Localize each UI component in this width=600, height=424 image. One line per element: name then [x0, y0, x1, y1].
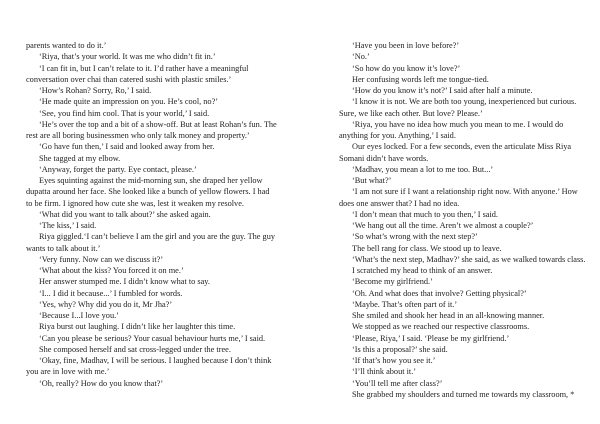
paragraph: ‘Yes, why? Why did you do it, Mr Jha?’ [39, 299, 173, 309]
paragraph: ‘Riya, you have no idea how much you mean to me. I would do anything for you. Anything,’ I said. [339, 119, 564, 140]
paragraph: ‘I know it is not. We are both too young, inexperienced but curious. Sure, we like each other. But love? Please.’ [339, 97, 577, 118]
paragraph: Our eyes locked. For a few seconds, even the articulate Miss Riya Somani didn’t have words. [339, 142, 572, 163]
paragraph: ‘What about the kiss? You forced it on me.’ [39, 266, 184, 275]
paragraph: ‘Become my girlfriend.’ [352, 277, 433, 287]
paragraph: I scratched my head to think of an answer. [352, 266, 493, 275]
paragraph: She tagged at my elbow. [39, 153, 121, 163]
paragraph: ‘How do you know it’s not?’ I said after half a minute. [352, 86, 533, 95]
paragraph: ‘I can fit in, but I can’t relate to it. I’d rather have a meaningful conversation over chai than catered sushi with plastic smiles.’ [26, 63, 249, 84]
paragraph: Eyes squinting against the mid-morning sun, she draped her yellow dupatta around her face. She looked like a bunch of yellow flowers. I had to be firm. I ignored how cute she was, lest it weaken my resolve. [26, 176, 270, 208]
paragraph: ‘Okay, fine, Madhav, I will be serious. I laughed because I don’t think you are in love with me.’ [26, 356, 272, 377]
paragraph: Her confusing words left me tongue-tied. [352, 74, 489, 84]
paragraph: ‘So how do you know it’s love?’ [352, 63, 461, 73]
paragraph: ‘I’ll think about it.’ [352, 367, 417, 377]
paragraph: ‘I am not sure if I want a relationship right now. With anyone.’ How does one answer that? I had no idea. [339, 187, 578, 208]
paragraph: ‘We hang out all the time. Aren’t we almost a couple?’ [352, 221, 534, 230]
paragraph: ‘Madhav, you mean a lot to me too. But...’ [352, 164, 494, 174]
paragraph: ‘Is this a proposal?’ she said. [352, 344, 448, 354]
paragraph: ‘What did you want to talk about?’ she asked again. [39, 209, 211, 219]
paragraph: ‘He’s over the top and a bit of a show-off. But at least Rohan’s fun. The rest are all boring businessmen who only talk money and property.’ [26, 119, 277, 140]
paragraph: parents wanted to do it.’ [26, 41, 107, 50]
paragraph: ‘Very funny. Now can we discuss it?’ [39, 254, 164, 264]
paragraph: ‘If that’s how you see it.’ [352, 356, 436, 365]
paragraph: The bell rang for class. We stood up to leave. [352, 243, 502, 253]
paragraph: ‘I don’t mean that much to you then,’ I said. [352, 209, 499, 219]
paragraph: ‘Have you been in love before?’ [352, 41, 460, 50]
paragraph: ‘Go have fun then,’ I said and looked away from her. [39, 142, 215, 152]
right-page [339, 40, 591, 400]
paragraph: She smiled and shook her head in an all-knowing manner. [352, 311, 545, 320]
paragraph: ‘What’s the next step, Madhav?’ she said, as we walked towards class. [352, 254, 586, 264]
paragraph: ‘He made quite an impression on you. He’s cool, no?’ [39, 97, 219, 107]
paragraph: Her answer stumped me. I didn’t know what to say. [39, 277, 210, 287]
paragraph: ‘So what’s wrong with the next step?’ [352, 232, 478, 242]
paragraph: ‘No.’ [352, 52, 370, 62]
paragraph: ‘Please, Riya,’ I said. ‘Please be my girlfriend.’ [352, 333, 510, 343]
paragraph: ‘Anyway, forget the party. Eye contact, please.’ [39, 164, 197, 174]
paragraph: ‘Oh, really? How do you know that?’ [39, 378, 164, 388]
paragraph: ‘See, you find him cool. That is your world,’ I said. [39, 108, 210, 118]
paragraph: ‘I... I did it because...’ I fumbled for words. [39, 288, 183, 298]
paragraph: ‘Oh. And what does that involve? Getting physical?’ [352, 288, 527, 298]
paragraph: ‘Riya, that’s your world. It was me who didn’t fit in.’ [39, 52, 216, 62]
paragraph: ‘Because I...I love you.’ [39, 311, 119, 320]
paragraph: ‘The kiss,’ I said. [39, 221, 97, 230]
paragraph: Riya giggled.‘I can’t believe I am the girl and you are the guy. The guy wants to talk about it.’ [26, 232, 276, 253]
paragraph: ‘You’ll tell me after class?’ [352, 378, 443, 388]
paragraph: ‘But what?’ [352, 176, 392, 185]
paragraph: She grabbed my shoulders and turned me towards my classroom, * [352, 389, 575, 399]
paragraph: She composed herself and sat cross-legged under the tree. [39, 344, 231, 354]
paragraph: ‘Can you please be serious? Your casual behaviour hurts me,’ I said. [39, 333, 266, 343]
paragraph: We stopped as we reached our respective classrooms. [352, 322, 530, 332]
left-page [26, 40, 278, 389]
paragraph: ‘How’s Rohan? Sorry, Ro,’ I said. [39, 86, 152, 95]
paragraph: ‘Maybe. That’s often part of it.’ [352, 299, 458, 309]
paragraph: Riya burst out laughing. I didn’t like her laughter this time. [39, 322, 236, 332]
